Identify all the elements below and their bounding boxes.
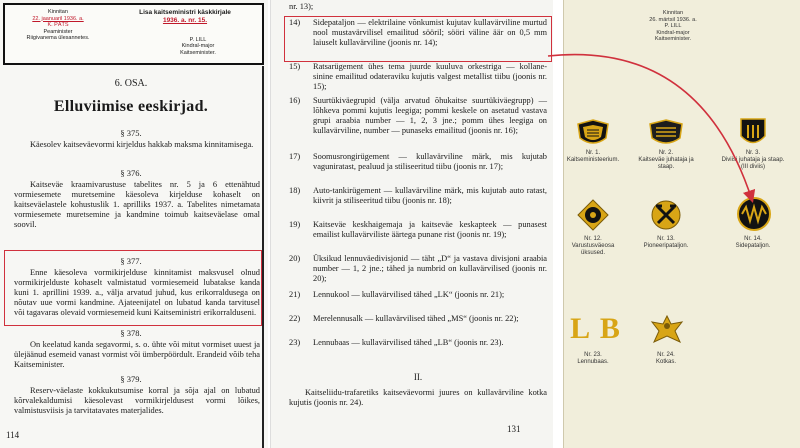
section-379-heading: § 379.	[120, 374, 142, 384]
badge-number: Nr. 14.	[744, 236, 762, 242]
badge-label: Kaitseväe juhataja ja staap.	[638, 157, 694, 170]
crossed-tools-icon	[650, 198, 682, 232]
badge-number: Nr. 12.	[584, 236, 602, 242]
badge-label: Diviisi juhataja ja staap. (III diviis)	[721, 157, 785, 170]
section-376-heading: § 376.	[120, 168, 142, 178]
item-text: Sidepataljon — elektrilaine võnkumist kujutav kullavärviline murtud nool mustavärvilisel emailitud sööril; sööri väline äär on 0,5 mm laiuselt kullavärviline (joonis nr. 14);	[313, 18, 547, 47]
badge-number: Nr. 1.	[585, 150, 601, 156]
item-number: 17)	[289, 152, 301, 161]
eagle-icon	[648, 312, 686, 350]
badge-label: Varustusväeosa üksused.	[571, 243, 615, 256]
middle-page	[270, 0, 553, 448]
badge-number: Nr. 23.	[584, 352, 602, 358]
plate-approval-date: 26. märtsil 1936. a.	[649, 16, 697, 23]
section-376-text: Kaitseväe kraamivarustuse tabelites nr. 5 ja 6 ettenähtud vormiesemete muretsemine käesoleva kirjelduse kohaselt on kaitseväelastele kohustuslik 1. aprilliks 1937. a. Tabelites nimetamata vormiesemete muretsemine ja kandmine toimub kaitseväelase omal soovil.	[14, 180, 260, 229]
badge-caption	[634, 352, 698, 366]
signal-wave-badge-icon	[736, 196, 772, 232]
closing-paragraph: Kaitseliidu-trafaretiks kaitseväevormi juures on kullavärviline kotka kujutis (joonis nr. 24).	[289, 388, 547, 407]
item-text: Kaitseväe keskhaigemaja ja kaitseväe keskapteek — punasest emailist kullavärviliste äärtega punane rist (joonis nr. 19);	[313, 220, 547, 239]
coat-of-arms-icon	[574, 118, 612, 148]
badge-label: Sidepataljon.	[735, 243, 771, 249]
section-375-text: Käesolev kaitseväevormi kirjeldus hakkab maksma kinnitamisega.	[30, 140, 254, 149]
lb-letters-badge: L B	[570, 312, 622, 345]
list-item	[289, 62, 547, 92]
item-text: Lennukool — kullavärvilised tähed „LK“ (joonis nr. 21);	[313, 290, 505, 299]
continued-line: nr. 13);	[289, 2, 314, 11]
appendix-title-block	[117, 9, 253, 56]
plate-approval-rank: Kindral-major	[656, 29, 690, 36]
section-378-heading: § 378.	[120, 328, 142, 338]
appendix-title: Lisa kaitseministri käskkirjale	[139, 9, 231, 16]
approval-date: 22. jaanuaril 1936. a.	[32, 15, 84, 22]
item-text: Soomusrongirügement — kullavärviline märk, mis kujutab vaguniratast, pealuud ja stiliseeritud tiibu (joonis nr. 17);	[313, 152, 547, 171]
item-number: 15)	[289, 62, 301, 71]
section-377-text: Enne käesoleva vormikirjelduse kinnitamist maksvusel olnud vormikirjelduste kohaselt valmistatud vormiesemeid lubatakse kanda kuni 1. aprillini 1939. a., välja arvatud juhud, kus erikorraldusega on nõutav uue vormi kandmine. Ajateenijatel on lubatud kanda tarvitusel või tagavaras olevaid vormiesemeid kuni Kaitseministri erikorralduseni.	[14, 268, 260, 317]
badge-label: Pioneeripataljon.	[643, 243, 689, 249]
badge-label: Kaitseministeerium.	[566, 157, 620, 163]
minister-name: P. LILL	[189, 37, 207, 43]
approval-role: Peaminister	[43, 28, 73, 35]
item-number: 20)	[289, 254, 301, 263]
list-item	[289, 186, 547, 206]
header-approval-box	[3, 3, 264, 65]
plate-approval-line: Kinnitan	[662, 10, 684, 16]
insignia-plate-page	[563, 0, 800, 448]
part-heading: 6. OSA.	[114, 78, 148, 89]
shield-lions-icon	[646, 118, 686, 148]
item-number: 14)	[289, 18, 301, 27]
approval-stamp-left	[15, 9, 101, 42]
page-number-left: 114	[6, 430, 20, 440]
badge-caption	[634, 236, 698, 250]
item-number: 19)	[289, 220, 301, 229]
item-text: Merelennusalk — kullavärvilised tähed „MS“ (joonis nr. 22);	[313, 314, 519, 323]
appendix-number: 1936. a. nr. 15.	[162, 17, 208, 24]
left-page	[0, 0, 268, 448]
plate-approval-title: Kaitseminister.	[654, 36, 692, 43]
badge-caption	[721, 150, 785, 171]
list-item	[289, 314, 547, 324]
badge-label: Kotkas.	[655, 359, 676, 365]
badge-label: Lennubaas.	[577, 359, 609, 365]
section-ii-heading: II.	[413, 372, 423, 382]
minister-title: Kaitseminister.	[180, 49, 216, 56]
minister-rank: Kindral-major	[181, 43, 215, 50]
page-number-middle: 131	[507, 424, 521, 434]
badge-caption	[634, 150, 698, 171]
list-item	[289, 220, 547, 240]
item-text: Ratsarügement ühes tema juurde kuuluva orkestriga — kollane-sinine emailitud odateraviku kujutis valgest metallist tiibu (joonis nr. 15);	[313, 62, 547, 91]
item-number: 18)	[289, 186, 301, 195]
division-shield-icon	[738, 116, 768, 150]
highlight-box-item-14	[284, 16, 552, 62]
section-375-heading: § 375.	[120, 128, 142, 138]
badge-caption	[561, 236, 625, 257]
badge-number: Nr. 13.	[657, 236, 675, 242]
supply-diamond-icon	[576, 198, 610, 232]
list-item	[289, 152, 547, 172]
section-378-text: On keelatud kanda segavormi, s. o. ühte või mitut vormiset uuest ja ülejäänud esemeid vanast vormist või ümberpöördult. Erandeid võib teha Kaitseminister.	[14, 340, 260, 369]
item-text: Auto-tankirügement — kullavärviline märk, mis kujutab auto ratast, kiivrit ja stiliseeritud tiibu (joonis nr. 18);	[313, 186, 547, 205]
badge-caption	[561, 150, 625, 164]
list-item	[289, 338, 547, 348]
chapter-title: Elluviimise eeskirjad.	[53, 98, 209, 115]
badge-caption	[721, 236, 785, 250]
badge-number: Nr. 24.	[657, 352, 675, 358]
approval-role-note: Riigivanema ülesannetes.	[26, 35, 90, 42]
section-377-heading: § 377.	[120, 256, 142, 266]
item-text: Suurtükiväegrupid (välja arvatud õhukaitse suurtükiväegrupp) — lõhkeva pommi kujutis leegiga; pommi keskele on asetatud vastava grupi araabia number — 1, 2, 3 jne.; pomm ühes leegiga on kullavärviline, number — punaseks emailitud (joonis nr. 16);	[313, 96, 547, 135]
section-379-text: Reserv-väelaste kokkukutsumise korral ja sõja ajal on lubatud kõrvalekaldumisi käesolevast vormikirjeldusest vormi lõikes, valmistusviisis ja tarvitatavates materjalides.	[14, 386, 260, 415]
item-text: Üksikud lennuväedivisjonid — täht „D“ ja vastava divisjoni araabia number — 1, 2 jne.; tähed ja numbrid on kullavärvilised (joonis nr. 20);	[313, 254, 547, 283]
item-number: 21)	[289, 290, 301, 299]
list-item	[289, 96, 547, 136]
plate-approval	[626, 10, 720, 43]
badge-number: Nr. 3.	[745, 150, 761, 156]
highlight-box-377	[4, 250, 262, 326]
badge-number: Nr. 2.	[658, 150, 674, 156]
plate-approval-signer: P. LILL	[664, 23, 682, 30]
item-number: 16)	[289, 96, 301, 105]
list-item	[289, 290, 547, 300]
approval-signer: K. PÄTS	[47, 22, 69, 29]
badge-caption	[561, 352, 625, 366]
item-text: Lennubaas — kullavärvilised tähed „LB“ (joonis nr. 23).	[313, 338, 504, 347]
item-number: 23)	[289, 338, 301, 347]
list-item	[289, 254, 547, 284]
approval-line: Kinnitan	[48, 9, 68, 15]
item-number: 22)	[289, 314, 301, 323]
